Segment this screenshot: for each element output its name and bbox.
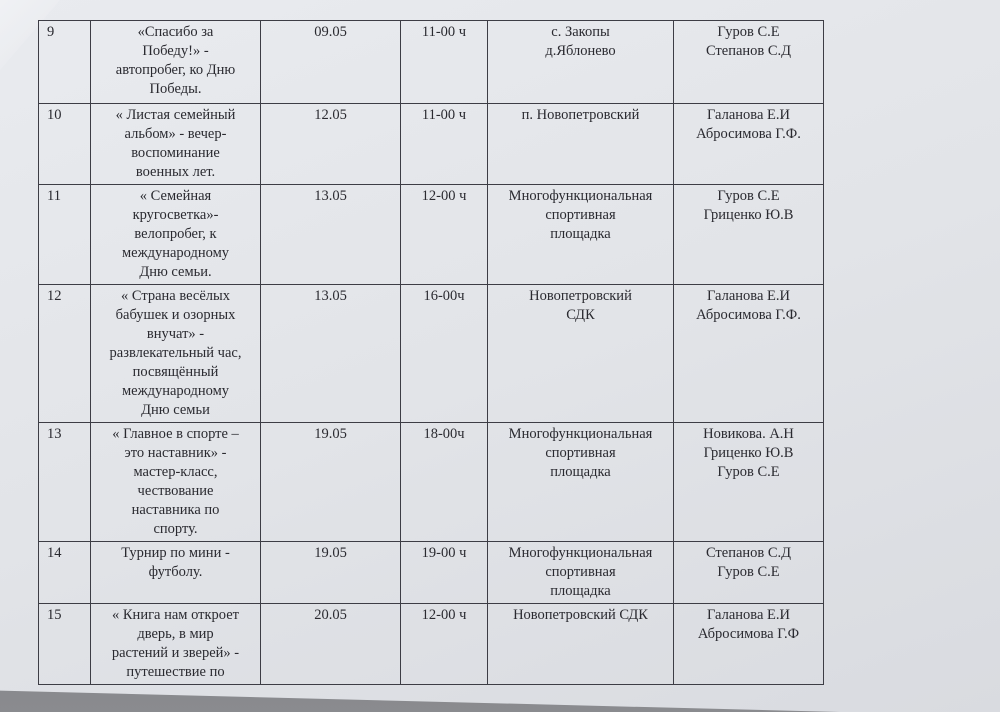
event-responsible: Степанов С.Д Гуров С.Е <box>674 542 824 604</box>
table-row <box>39 185 824 285</box>
event-name: « Листая семейный альбом» - вечер- воспоминание военных лет. <box>91 104 261 185</box>
event-responsible: Гуров С.Е Степанов С.Д <box>674 21 824 104</box>
table-row <box>39 542 824 604</box>
event-date: 13.05 <box>261 185 401 285</box>
event-time: 18-00ч <box>401 423 488 542</box>
event-name: « Главное в спорте – это наставник» - мастер-класс, чествование наставника по спорту. <box>91 423 261 542</box>
table-row <box>39 104 824 185</box>
event-place: Новопетровский СДК <box>488 285 674 423</box>
event-time: 12-00 ч <box>401 185 488 285</box>
event-place: Новопетровский СДК <box>488 604 674 685</box>
row-number: 15 <box>39 604 91 685</box>
event-name: «Спасибо за Победу!» - автопробег, ко Дню Победы. <box>91 21 261 104</box>
table-row <box>39 604 824 685</box>
event-name: « Страна весёлых бабушек и озорных внучат» - развлекательный час, посвящённый международному Дню семьи <box>91 285 261 423</box>
event-date: 19.05 <box>261 542 401 604</box>
event-time: 19-00 ч <box>401 542 488 604</box>
event-place: Многофункциональная спортивная площадка <box>488 423 674 542</box>
event-responsible: Галанова Е.И Абросимова Г.Ф. <box>674 285 824 423</box>
event-date: 09.05 <box>261 21 401 104</box>
row-number: 9 <box>39 21 91 104</box>
event-name: « Семейная кругосветка»- велопробег, к международному Дню семьи. <box>91 185 261 285</box>
event-date: 13.05 <box>261 285 401 423</box>
event-responsible: Галанова Е.И Абросимова Г.Ф. <box>674 104 824 185</box>
event-name: Турнир по мини - футболу. <box>91 542 261 604</box>
row-number: 11 <box>39 185 91 285</box>
event-date: 20.05 <box>261 604 401 685</box>
events-schedule-table <box>38 20 824 685</box>
event-place: с. Закопы д.Яблонево <box>488 21 674 104</box>
row-number: 10 <box>39 104 91 185</box>
event-responsible: Галанова Е.И Абросимова Г.Ф <box>674 604 824 685</box>
row-number: 13 <box>39 423 91 542</box>
event-place: п. Новопетровский <box>488 104 674 185</box>
table-row <box>39 285 824 423</box>
event-place: Многофункциональная спортивная площадка <box>488 542 674 604</box>
event-responsible: Гуров С.Е Гриценко Ю.В <box>674 185 824 285</box>
event-date: 12.05 <box>261 104 401 185</box>
event-time: 12-00 ч <box>401 604 488 685</box>
table-row <box>39 423 824 542</box>
row-number: 14 <box>39 542 91 604</box>
table-row <box>39 21 824 104</box>
event-name: « Книга нам откроет дверь, в мир растений и зверей» - путешествие по <box>91 604 261 685</box>
event-place: Многофункциональная спортивная площадка <box>488 185 674 285</box>
event-time: 11-00 ч <box>401 104 488 185</box>
event-responsible: Новикова. А.Н Гриценко Ю.В Гуров С.Е <box>674 423 824 542</box>
event-time: 11-00 ч <box>401 21 488 104</box>
event-date: 19.05 <box>261 423 401 542</box>
row-number: 12 <box>39 285 91 423</box>
event-time: 16-00ч <box>401 285 488 423</box>
